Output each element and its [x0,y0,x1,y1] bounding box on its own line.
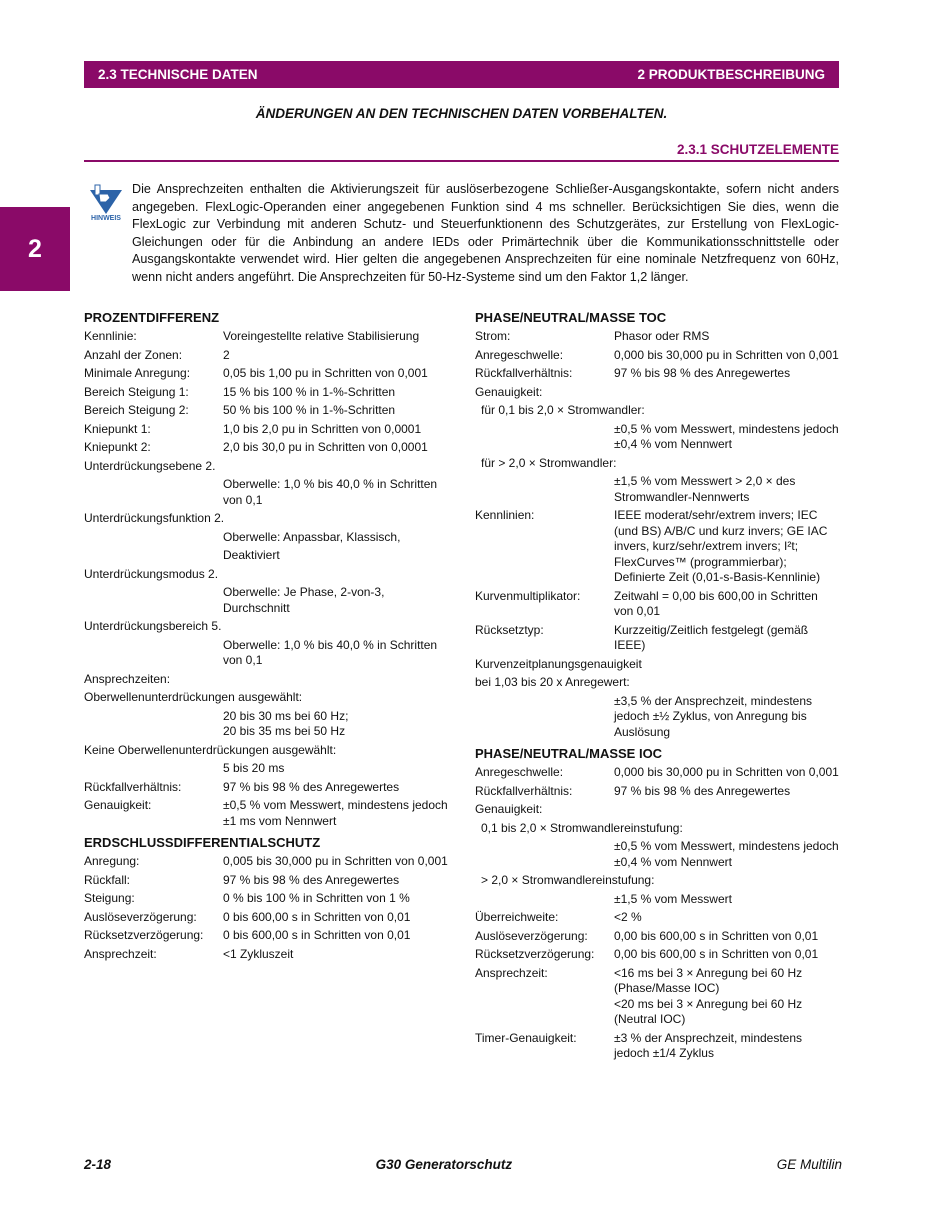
spec-key: Anzahl der Zonen: [84,347,183,362]
chapter-tab: 2 [0,207,70,291]
spec-row [84,798,454,829]
spec-row [84,348,454,364]
spec-value: ±0,5 % vom Messwert, mindestens jedoch ±0,4 % vom Nennwert [614,421,839,451]
spec-key: Kennlinien: [475,508,535,522]
page-number: 2-18 [84,1157,112,1172]
spec-row [84,873,454,889]
header-bar [84,61,839,88]
left-column [84,310,454,962]
spec-label: Genauigkeit: [475,802,543,816]
spec-row [84,891,454,907]
product-name: G30 Generatorschutz [375,1157,513,1172]
spec-label: bei 1,03 bis 20 x Anregewert: [475,675,630,689]
spec-key: Anregeschwelle: [475,765,564,779]
spec-row [475,784,840,800]
spec-label: Unterdrückungsfunktion 2. [84,511,225,525]
spec-key: Kniepunkt 2: [84,440,151,454]
spec-key: Rückfallverhältnis: [475,783,573,798]
spec-row [475,329,840,345]
heading-toc: PHASE/NEUTRAL/MASSE TOC [475,310,667,325]
spec-key: Kennlinie: [84,329,137,343]
spec-value: 0 bis 600,00 s in Schritten von 0,01 [223,928,411,942]
spec-value: 0,005 bis 30,000 pu in Schritten von 0,001 [223,854,448,868]
spec-label: > 2,0 × Stromwandlereinstufung: [481,873,655,887]
spec-key: Rückfallverhältnis: [84,779,182,794]
heading-prozentdifferenz: PROZENTDIFFERENZ [84,310,220,325]
page-footer [84,1157,842,1172]
spec-row [475,623,840,654]
spec-value [84,709,454,740]
spec-row [84,422,454,438]
spec-value: Kurzzeitig/Zeitlich festgelegt (gemäß IEEE) [614,622,809,652]
spec-key: Kurvenmultiplikator: [475,588,581,603]
spec-key: Rücksetztyp: [475,622,544,637]
spec-value: 0,00 bis 600,00 s in Schritten von 0,01 [614,947,819,961]
spec-value: ±0,5 % vom Messwert, mindestens jedoch ±1 ms vom Nennwert [223,798,448,828]
note-label: HINWEIS [91,215,121,222]
spec-label: für > 2,0 × Stromwandler: [481,455,617,470]
spec-value: Voreingestellte relative Stabilisierung [223,329,420,343]
note-text: Die Ansprechzeiten enthalten die Aktivierungszeit für auslöserbezogene Schließer-Ausgangskontakte, sofern nicht anders angegeben. FlexLogic-Operanden einer angegebenen Funktion sind 4 ms schneller. Berücksichtigen Sie dies, wenn die FlexLogic zur Verbindung mit anderen Schutz- und Steuerfunktionenn des Schutzgerätes, zur Erstellung von FlexLogic-Gleichungen oder für die Anbindung an andere IEDs oder Primärtechnik über die Kommunikationsschnittstelle oder Ausgangskontakte verwendet wird. Hier gelten die angegebenen Ansprechzeiten für eine nominale Netzfrequenz von 60Hz, wenn nicht anders angeführt. Die Ansprechzeiten für 50-Hz-Systeme sind um den Faktor 1,2 länger. [132,182,839,284]
spec-value: 0,000 bis 30,000 pu in Schritten von 0,001 [614,347,839,362]
spec-value: 97 % bis 98 % des Anregewertes [223,872,400,887]
spec-key: Ansprechzeit: [475,965,548,980]
spec-value: 0,000 bis 30,000 pu in Schritten von 0,001 [614,765,839,779]
spec-label: Keine Oberwellenunterdrückungen ausgewählt: [84,742,337,757]
spec-key: Rücksetzverzögerung: [475,947,595,961]
spec-value: 2,0 bis 30,0 pu in Schritten von 0,0001 [223,440,428,454]
spec-value: 97 % bis 98 % des Anregewertes [223,779,400,794]
spec-row [84,928,454,944]
spec-value: 0,00 bis 600,00 s in Schritten von 0,01 [614,928,819,943]
spec-value: Zeitwahl = 0,00 bis 600,00 in Schritten von 0,01 [614,588,818,618]
spec-value-line: 20 bis 35 ms bei 50 Hz [223,724,346,738]
heading-ioc: PHASE/NEUTRAL/MASSE IOC [475,746,663,761]
spec-value-line: 20 bis 30 ms bei 60 Hz; [223,708,349,723]
spec-value-line: <20 ms bei 3 × Anregung bei 60 Hz (Neutral IOC) [614,996,803,1026]
heading-erdschluss: ERDSCHLUSSDIFFERENTIALSCHUTZ [84,835,321,850]
spec-value: ±3,5 % der Ansprechzeit, mindestens jedoch ±½ Zyklus, von Anregung bis Auslösung [614,693,813,739]
spec-key: Rückfallverhältnis: [475,366,573,380]
right-column [475,310,840,1062]
spec-row [84,440,454,456]
spec-key: Timer-Genauigkeit: [475,1030,577,1045]
spec-row [84,947,454,963]
spec-value: ±0,5 % vom Messwert, mindestens jedoch ±0,4 % vom Nennwert [614,839,839,869]
spec-row [475,348,840,364]
spec-label: Ansprechzeiten: [84,671,171,686]
spec-value: Oberwelle: 1,0 % bis 40,0 % in Schritten von 0,1 [223,637,438,667]
spec-value: <1 Zykluszeit [223,946,294,961]
spec-key: Rückfall: [84,872,131,887]
spec-key: Überreichweite: [475,910,559,924]
spec-key: Bereich Steigung 1: [84,384,189,399]
spec-row [84,403,454,419]
spec-value: Oberwelle: Je Phase, 2-von-3, Durchschnitt [223,585,385,615]
spec-label: Unterdrückungsmodus 2. [84,566,219,581]
spec-value: Oberwelle: 1,0 % bis 40,0 % in Schritten von 0,1 [223,477,438,507]
spec-row [84,780,454,796]
page-subtitle: ÄNDERUNGEN AN DEN TECHNISCHEN DATEN VORBEHALTEN. [255,106,668,121]
spec-value: Deaktiviert [223,548,280,562]
spec-value: <2 % [614,910,642,924]
section-title: 2.3.1 SCHUTZELEMENTE [84,142,839,162]
spec-value: Phasor oder RMS [614,329,710,343]
spec-row [475,589,840,620]
brand-name: GE Multilin [776,1157,842,1172]
spec-key: Rücksetzverzögerung: [84,928,204,942]
spec-row [475,910,840,926]
spec-key: Bereich Steigung 2: [84,403,189,417]
spec-label: Genauigkeit: [475,384,543,399]
spec-label: Unterdrückungsbereich 5. [84,619,222,633]
spec-row [475,929,840,945]
spec-value: 15 % bis 100 % in 1-%-Schritten [223,384,396,399]
spec-key: Ansprechzeit: [84,946,157,961]
spec-row [84,329,454,345]
spec-label: Unterdrückungsebene 2. [84,458,216,473]
spec-value: 1,0 bis 2,0 pu in Schritten von 0,0001 [223,421,422,436]
spec-label: Oberwellenunterdrückungen ausgewählt: [84,690,303,704]
spec-value: 97 % bis 98 % des Anregewertes [614,366,791,380]
spec-row [475,966,840,1028]
spec-row [475,366,840,382]
spec-row [84,854,454,870]
spec-value: 0,05 bis 1,00 pu in Schritten von 0,001 [223,366,428,380]
spec-key: Minimale Anregung: [84,366,191,380]
spec-value: 0 % bis 100 % in Schritten von 1 % [223,891,410,905]
spec-value: 50 % bis 100 % in 1-%-Schritten [223,403,396,417]
spec-row [475,1031,840,1062]
header-left: 2.3 TECHNISCHE DATEN [98,67,258,82]
spec-key: Auslöseverzögerung: [475,928,588,943]
spec-row [475,947,840,963]
spec-key: Steigung: [84,891,135,905]
spec-value: Oberwelle: Anpassbar, Klassisch, [223,529,401,544]
spec-value: ±3 % der Ansprechzeit, mindestens jedoch ±1/4 Zyklus [614,1030,803,1060]
spec-key: Genauigkeit: [84,798,152,812]
spec-key: Kniepunkt 1: [84,421,151,436]
spec-value [614,966,840,1028]
spec-value: 2 [223,347,230,362]
spec-key: Anregeschwelle: [475,347,564,362]
spec-label: für 0,1 bis 2,0 × Stromwandler: [481,403,645,417]
spec-label: 0,1 bis 2,0 × Stromwandlereinstufung: [481,820,683,835]
spec-value: ±1,5 % vom Messwert > 2,0 × des Stromwandler-Nennwerts [614,474,796,504]
spec-key: Strom: [475,329,511,343]
spec-row [475,508,840,586]
spec-value: 5 bis 20 ms [223,761,285,775]
spec-label: Kurvenzeitplanungsgenauigkeit [475,656,642,671]
spec-key: Auslöseverzögerung: [84,909,197,924]
spec-key: Anregung: [84,854,140,868]
spec-row [84,366,454,382]
spec-row [84,910,454,926]
spec-value: IEEE moderat/sehr/extrem invers; IEC (und BS) A/B/C und kurz invers; GE IAC invers, kurz/sehr/extrem invers; I²t; FlexCurves™ (programmierbar); Definierte Zeit (0,01-s-Basis-Kennlinie) [614,508,828,584]
note-hand-icon [86,184,126,228]
spec-value: ±1,5 % vom Messwert [614,891,732,906]
spec-value-line: <16 ms bei 3 × Anregung bei 60 Hz (Phase/Masse IOC) [614,965,803,995]
spec-value: 97 % bis 98 % des Anregewertes [614,783,791,798]
spec-row [475,765,840,781]
spec-value: 0 bis 600,00 s in Schritten von 0,01 [223,909,411,924]
spec-row [84,385,454,401]
header-right: 2 PRODUKTBESCHREIBUNG [637,67,825,82]
